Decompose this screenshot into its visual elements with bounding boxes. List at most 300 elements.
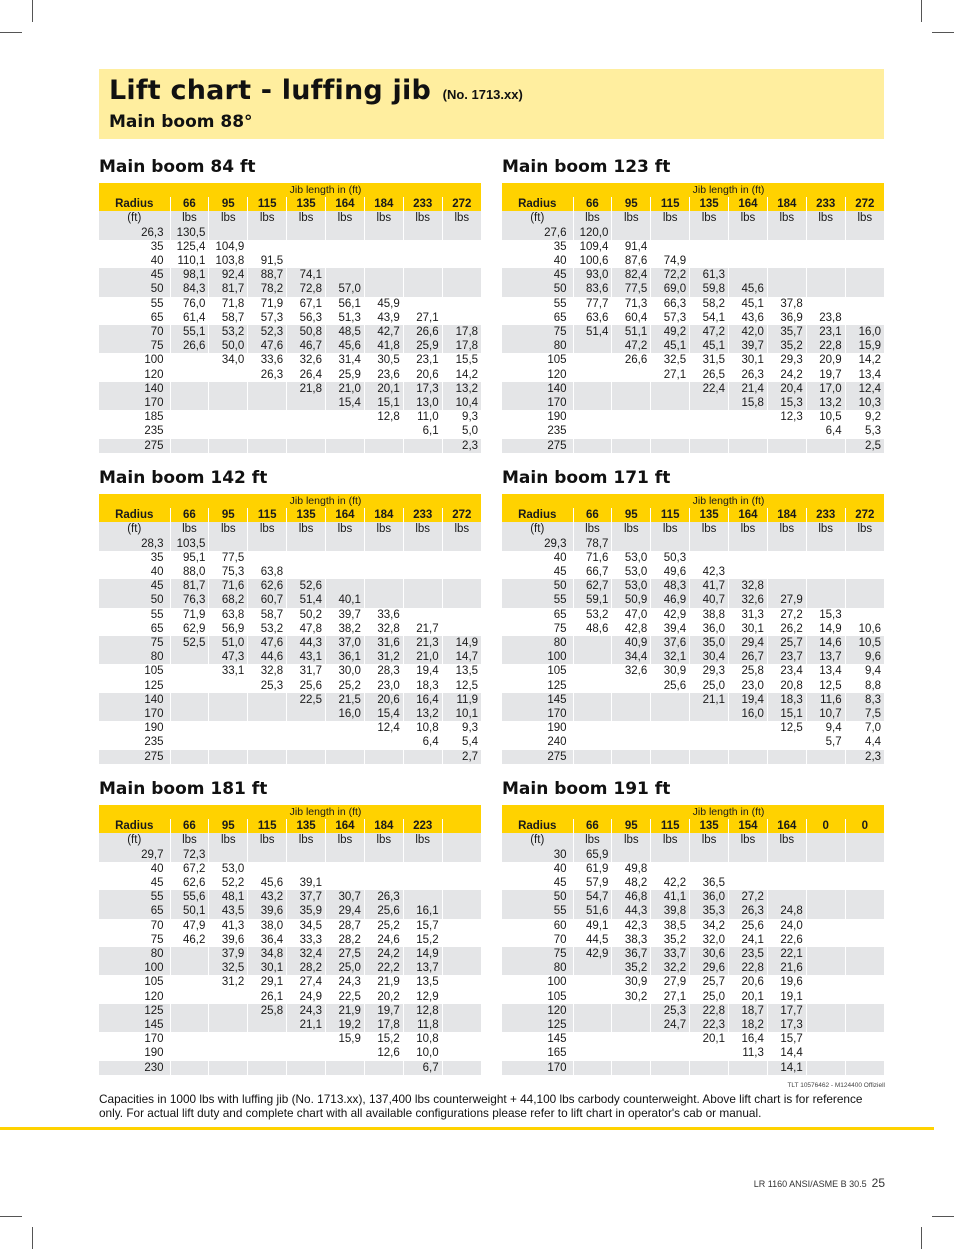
capacity-cell: 11,8 [403,1018,442,1032]
radius-cell: 165 [547,1047,567,1060]
capacity-cell: 6,7 [403,1061,442,1075]
jib-length-header: 164 [729,508,768,522]
capacity-cell: 24,6 [364,933,403,947]
capacity-cell: 21,7 [403,622,442,636]
capacity-cell [326,862,365,876]
capacity-cell: 36,5 [690,876,729,890]
jib-length-label: Jib length in (ft) [170,183,481,197]
table-row [99,282,481,296]
value-unit: lbs [573,211,612,225]
table-row [502,537,884,551]
capacity-cell [209,410,248,424]
capacity-cell [364,1061,403,1075]
table-row [502,424,884,438]
capacity-cell [806,282,845,296]
capacity-cell: 11,3 [729,1046,768,1060]
capacity-cell: 35,7 [767,325,806,339]
capacity-cell: 41,1 [651,890,690,904]
capacity-cell: 21,6 [767,961,806,975]
jib-length-label: Jib length in (ft) [573,183,884,197]
radius-cell: 170 [99,396,170,410]
capacity-cell: 38,2 [326,622,365,636]
capacity-cell [690,707,729,721]
capacity-cell: 10,5 [806,410,845,424]
capacity-cell [806,904,845,918]
table-row [99,424,481,438]
radius-cell: 80 [502,636,573,650]
capacity-cell: 66,3 [651,297,690,311]
value-unit: lbs [845,522,884,536]
capacity-cell [651,1032,690,1046]
table-row [99,325,481,339]
capacity-cell: 37,8 [767,297,806,311]
capacity-cell [326,551,365,565]
radius-cell: 55 [99,890,170,904]
capacity-cell: 35,2 [651,933,690,947]
capacity-cell: 52,2 [209,876,248,890]
radius-unit: (ft) [502,211,573,225]
capacity-cell: 61,4 [170,311,209,325]
capacity-cell [845,862,884,876]
capacity-cell [442,848,481,862]
radius-cell: 35 [553,240,567,253]
capacity-cell [573,636,612,650]
capacity-cell [690,862,729,876]
capacity-cell: 12,3 [767,410,806,424]
capacity-cell [573,353,612,367]
capacity-cell [845,282,884,296]
table-row [502,565,884,579]
capacity-cell: 44,3 [287,636,326,650]
capacity-cell: 41,3 [209,919,248,933]
capacity-cell: 27,5 [326,947,365,961]
capacity-cell [248,382,287,396]
capacity-cell [209,1004,248,1018]
capacity-cell: 16,4 [729,1032,768,1046]
capacity-cell: 15,3 [767,396,806,410]
jib-length-header-row [99,805,481,819]
radius-cell: 75 [150,933,164,946]
capacity-cell [403,226,442,240]
jib-length-header: 66 [170,197,209,211]
capacity-cell: 17,8 [364,1018,403,1032]
capacity-cell: 14,1 [767,1061,806,1075]
value-unit: lbs [170,522,209,536]
capacity-cell [612,1004,651,1018]
radius-cell: 170 [144,1033,164,1046]
capacity-cell: 68,2 [209,593,248,607]
capacity-cell: 23,4 [767,664,806,678]
capacity-cell [573,721,612,735]
radius-cell: 100 [99,961,170,975]
capacity-cell: 15,8 [729,396,768,410]
capacity-cell: 63,6 [573,311,612,325]
capacity-cell: 12,5 [806,679,845,693]
value-unit: lbs [442,211,481,225]
capacity-cell: 22,5 [326,990,365,1004]
capacity-cell [248,862,287,876]
capacity-cell [442,876,481,890]
capacity-cell: 23,7 [767,650,806,664]
capacity-cell [364,424,403,438]
capacity-cell: 13,2 [806,396,845,410]
jib-length-header: 135 [287,819,326,833]
capacity-cell: 13,4 [806,664,845,678]
capacity-cell: 42,3 [612,919,651,933]
capacity-cell: 29,1 [248,975,287,989]
capacity-cell [287,537,326,551]
capacity-cell: 10,7 [806,707,845,721]
capacity-cell [767,226,806,240]
capacity-cell: 17,3 [403,382,442,396]
capacity-cell: 67,2 [170,862,209,876]
radius-cell: 125 [502,1018,573,1032]
capacity-cell [806,254,845,268]
capacity-cell: 77,5 [612,282,651,296]
capacity-cell [287,721,326,735]
capacity-cell [209,990,248,1004]
capacity-cell: 103,8 [209,254,248,268]
capacity-cell [287,439,326,453]
capacity-cell [690,396,729,410]
capacity-cell [767,876,806,890]
table-row [502,636,884,650]
radius-cell: 60 [553,919,567,932]
capacity-cell: 50,2 [287,608,326,622]
capacity-cell [403,254,442,268]
capacity-cell: 15,5 [442,353,481,367]
capacity-cell [845,947,884,961]
capacity-cell: 58,2 [690,297,729,311]
capacity-cell: 21,3 [403,636,442,650]
radius-unit: (ft) [99,211,170,225]
capacity-cell: 25,0 [326,961,365,975]
jib-length-label: Jib length in (ft) [573,494,884,508]
table-row [502,311,884,325]
capacity-cell: 50,1 [170,904,209,918]
capacity-cell [442,311,481,325]
capacity-cell: 76,0 [170,297,209,311]
jib-length-header: 164 [767,819,806,833]
page-title [109,75,523,106]
capacity-cell: 16,4 [403,693,442,707]
capacity-cell [612,226,651,240]
radius-cell: 80 [502,339,573,353]
capacity-cell [806,1061,845,1075]
capacity-cell: 25,3 [248,679,287,693]
capacity-cell [573,975,612,989]
capacity-cell [403,593,442,607]
capacity-cell [403,876,442,890]
capacity-cell [326,424,365,438]
capacity-cell [845,961,884,975]
capacity-cell: 35,2 [612,961,651,975]
capacity-cell [364,579,403,593]
capacity-cell [806,961,845,975]
jib-length-label: Jib length in (ft) [170,805,481,819]
capacity-cell [845,1032,884,1046]
unit-row [502,833,884,847]
capacity-cell [287,254,326,268]
jib-length-header [442,819,481,833]
capacity-cell: 36,9 [767,311,806,325]
capacity-cell [442,1018,481,1032]
jib-length-header: 233 [806,508,845,522]
capacity-cell: 5,0 [442,424,481,438]
capacity-cell [403,297,442,311]
capacity-cell: 18,3 [403,679,442,693]
capacity-cell [845,1018,884,1032]
unit-row [99,211,481,225]
capacity-cell [573,961,612,975]
capacity-cell [287,1061,326,1075]
capacity-cell [209,439,248,453]
capacity-cell [326,410,365,424]
capacity-cell [845,1004,884,1018]
capacity-cell: 125,4 [170,240,209,254]
capacity-cell [806,876,845,890]
table-row [502,382,884,396]
value-unit: lbs [248,833,287,847]
capacity-cell [612,1046,651,1060]
column-header-row [99,819,481,833]
capacity-cell [248,424,287,438]
capacity-cell: 17,0 [806,382,845,396]
table-row [502,735,884,749]
table-row [502,664,884,678]
capacity-cell [364,240,403,254]
capacity-cell [806,1018,845,1032]
capacity-cell [845,268,884,282]
capacity-cell [287,410,326,424]
capacity-cell: 17,8 [442,325,481,339]
jib-length-header: 233 [403,508,442,522]
capacity-cell [845,254,884,268]
crop-mark [921,0,922,22]
capacity-cell: 36,7 [612,947,651,961]
capacity-cell: 5,7 [806,735,845,749]
capacity-cell [209,693,248,707]
radius-cell: 75 [99,636,170,650]
capacity-cell [690,750,729,764]
radius-cell: 75 [99,339,170,353]
capacity-cell: 14,2 [845,353,884,367]
capacity-cell [209,750,248,764]
section-title: Main boom 181 ft [99,779,268,799]
capacity-cell [612,410,651,424]
capacity-cell [209,368,248,382]
crop-mark [32,0,33,22]
title-banner [99,69,884,139]
capacity-cell [573,396,612,410]
capacity-cell: 50,9 [612,593,651,607]
table-row [99,353,481,367]
capacity-cell: 57,3 [248,311,287,325]
capacity-cell [845,904,884,918]
capacity-cell: 2,5 [845,439,884,453]
capacity-cell [442,890,481,904]
capacity-cell: 67,1 [287,297,326,311]
table-row [502,439,884,453]
lift-chart-section [502,155,884,453]
capacity-cell: 23,1 [806,325,845,339]
capacity-cell [612,1032,651,1046]
capacity-cell [442,1032,481,1046]
radius-cell: 275 [502,439,573,453]
capacity-cell [326,439,365,453]
radius-header: Radius [99,819,170,833]
capacity-cell [248,735,287,749]
jib-length-header: 272 [845,197,884,211]
capacity-cell: 28,3 [364,664,403,678]
table-row [502,240,884,254]
capacity-cell: 21,0 [403,650,442,664]
capacity-cell [403,537,442,551]
capacity-cell [170,735,209,749]
capacity-cell: 2,7 [442,750,481,764]
capacity-cell [442,1061,481,1075]
capacity-cell: 15,9 [326,1032,365,1046]
capacity-cell: 53,0 [209,862,248,876]
jib-length-header: 66 [170,508,209,522]
radius-cell: 70 [553,933,567,946]
capacity-cell: 76,3 [170,593,209,607]
reference-code: TLT 10576462 - M124400 Offiziell [787,1082,885,1089]
capacity-cell [651,707,690,721]
capacity-cell [442,1004,481,1018]
capacity-cell [729,735,768,749]
capacity-cell: 2,3 [845,750,884,764]
capacity-cell: 65,9 [573,848,612,862]
capacity-cell: 13,2 [403,707,442,721]
capacity-cell: 54,1 [690,311,729,325]
capacity-cell: 42,3 [690,565,729,579]
capacity-cell: 37,6 [651,636,690,650]
value-unit: lbs [845,211,884,225]
capacity-cell: 50,3 [651,551,690,565]
capacity-cell: 30,9 [612,975,651,989]
capacity-cell [845,919,884,933]
capacity-cell: 25,6 [287,679,326,693]
capacity-cell: 47,2 [612,339,651,353]
capacity-cell: 35,3 [690,904,729,918]
radius-cell: 65 [150,622,164,635]
jib-length-header: 66 [573,819,612,833]
table-row [99,254,481,268]
table-row [99,226,481,240]
unit-row [502,211,884,225]
radius-cell: 70 [150,919,164,932]
radius-cell: 105 [144,976,164,989]
capacity-cell [651,410,690,424]
capacity-cell: 62,9 [170,622,209,636]
capacity-cell: 17,8 [442,339,481,353]
table-row [99,579,481,593]
capacity-cell [403,565,442,579]
capacity-cell: 26,3 [729,904,768,918]
capacity-cell: 25,6 [729,919,768,933]
capacity-cell [767,890,806,904]
table-row [99,622,481,636]
table-row [502,919,884,933]
capacity-cell: 12,9 [403,990,442,1004]
capacity-cell: 15,7 [403,919,442,933]
radius-unit: (ft) [99,522,170,536]
value-unit: lbs [651,833,690,847]
capacity-cell: 25,6 [651,679,690,693]
capacity-cell [729,721,768,735]
capacity-cell: 17,3 [767,1018,806,1032]
capacity-cell [326,240,365,254]
capacity-cell [806,947,845,961]
capacity-cell [326,848,365,862]
unit-row [99,833,481,847]
capacity-cell: 33,3 [287,933,326,947]
capacity-cell: 10,0 [403,1046,442,1060]
radius-cell: 45 [502,268,573,282]
capacity-cell [209,1061,248,1075]
capacity-cell [806,551,845,565]
capacity-cell [767,282,806,296]
capacity-cell: 20,9 [806,353,845,367]
capacity-cell: 78,2 [248,282,287,296]
capacity-cell: 34,2 [690,919,729,933]
capacity-cell [651,1061,690,1075]
radius-cell: 185 [144,411,164,424]
unit-row [99,522,481,536]
capacity-cell [729,565,768,579]
capacity-cell [364,862,403,876]
capacity-cell [326,1046,365,1060]
capacity-cell: 69,0 [651,282,690,296]
capacity-cell [442,975,481,989]
capacity-cell [170,353,209,367]
capacity-cell: 47,8 [287,622,326,636]
capacity-cell: 13,5 [403,975,442,989]
capacity-cell [806,919,845,933]
capacity-cell: 74,9 [651,254,690,268]
table-row [502,876,884,890]
capacity-cell [326,537,365,551]
capacity-cell [612,1061,651,1075]
capacity-cell: 18,3 [767,693,806,707]
capacity-cell: 24,8 [767,904,806,918]
capacity-cell: 23,6 [364,368,403,382]
table-row [99,961,481,975]
capacity-cell [248,1018,287,1032]
header-cell [99,494,170,508]
capacity-cell: 93,0 [573,268,612,282]
capacity-cell: 72,3 [170,848,209,862]
radius-header: Radius [99,508,170,522]
table-row [99,240,481,254]
capacity-cell: 14,9 [806,622,845,636]
radius-cell: 100 [547,976,567,989]
capacity-cell [767,240,806,254]
radius-cell: 100 [144,354,164,367]
radius-cell: 65 [150,311,164,324]
capacity-cell: 12,8 [364,410,403,424]
capacity-cell: 9,4 [845,664,884,678]
radius-cell: 190 [547,722,567,735]
footnote: Capacities in 1000 lbs with luffing jib (No. 1713.xx), 137,400 lbs counterweight + 44,100 lbs carbody counterweight. Above lift chart is for reference only. For actual lift duty and complete chart with all available configurations please refer to lift chart in operator's cab or manual. [99,1092,863,1120]
capacity-cell [403,848,442,862]
capacity-cell: 39,6 [209,933,248,947]
value-unit: lbs [573,522,612,536]
radius-cell: 145 [99,1018,170,1032]
capacity-cell: 20,1 [364,382,403,396]
capacity-cell: 12,6 [364,1046,403,1060]
